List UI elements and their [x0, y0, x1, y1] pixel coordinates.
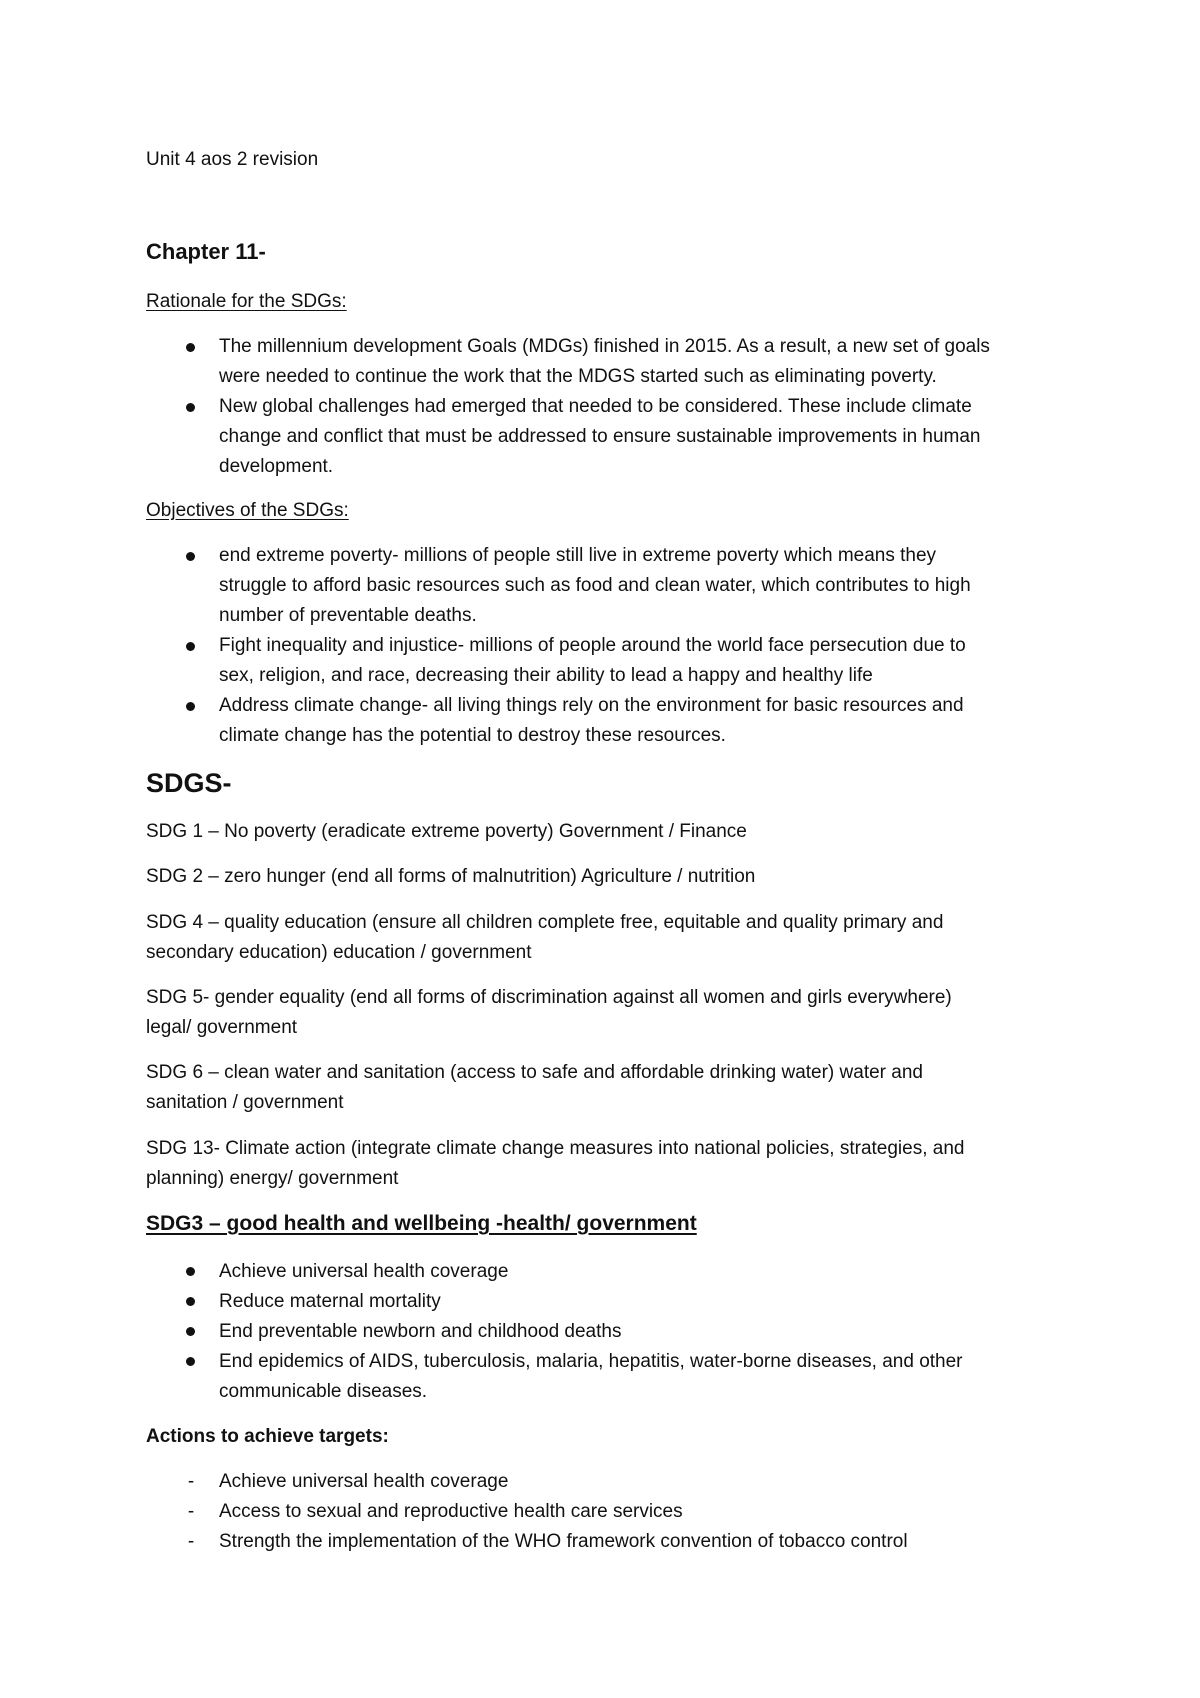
bullet-icon [186, 642, 195, 651]
sdg-paragraph: SDG 4 – quality education (ensure all children complete free, equitable and quality primary and secondary education) education / government [146, 912, 944, 963]
dash-bullet: - [187, 1501, 195, 1522]
rationale-heading: Rationale for the SDGs: [146, 291, 347, 312]
sdgs-heading: SDGS- [146, 768, 232, 798]
document-page: Unit 4 aos 2 revision Chapter 11- Rationale for the SDGs: The millennium development Goals (MDGs) finished in 2015. As a result, a new set of goals were needed to continue the work that the MDGS started such as eliminating poverty. New global challenges had emerged that needed to be considered. These include climate change and conflict that must be addressed to ensure sustainable improvements in human development. Objectives of the SDGs: end extreme poverty- millions of people still live in extreme poverty which means they struggle to afford basic resources such as food and clean water, which contributes to high number of preventable deaths. Fight inequality and injustice- millions of people around the world face persecution due to sex, religion, and race, decreasing their ability to lead a happy and healthy life Address climate change- all living things rely on the environment for basic resources and climate change has the potential to destroy these resources. SDGS- SDG 1 – No poverty (eradicate extreme poverty) Government / Finance SDG 2 – zero hunger (end all forms of malnutrition) Agriculture / nutrition SDG 4 – quality education (ensure all children complete free, equitable and quality primary and secondary education) education / government SDG 5- gender equality (end all forms of discrimination against all women and girls everywhere) legal/ government SDG 6 – clean water and sanitation (access to safe and affordable drinking water) water and sanitation / government SDG 13- Climate action (integrate climate change measures into national policies, strategies, and planning) energy/ government SDG3 – good health and wellbeing -health/ government Achieve universal health coverage Reduce maternal mortality End preventable newborn and childhood deaths End epidemics of AIDS, tuberculosis, malaria, hepatitis, water-borne diseases, and other communicable diseases. Actions to achieve targets: - Achieve universal health coverage - Access to sexual and reproductive health care services - Strength the implementation of the WHO framework convention of tobacco control [146, 0, 1066, 1698]
dash-bullet: - [187, 1531, 195, 1552]
bullet-icon [186, 1267, 195, 1276]
bullet-icon [186, 1327, 195, 1336]
sdg-paragraph: SDG 5- gender equality (end all forms of discrimination against all women and girls everywhere) legal/ government [146, 987, 952, 1038]
objectives-heading: Objectives of the SDGs: [146, 500, 349, 521]
bullet-icon [186, 1357, 195, 1366]
dash-bullet: - [187, 1471, 195, 1492]
bullet-icon [186, 702, 195, 711]
bullet-icon [186, 552, 195, 561]
sdg-paragraph: SDG 13- Climate action (integrate climate change measures into national policies, strategies, and planning) energy/ government [146, 1138, 965, 1189]
bullet-icon [186, 403, 195, 412]
sdg-paragraph: SDG 6 – clean water and sanitation (access to safe and affordable drinking water) water and sanitation / government [146, 1062, 923, 1113]
sdg-paragraph: SDG 2 – zero hunger (end all forms of malnutrition) Agriculture / nutrition [146, 866, 756, 887]
actions-heading: Actions to achieve targets: [146, 1426, 389, 1447]
document-title: Unit 4 aos 2 revision [146, 149, 319, 170]
sdg3-heading: SDG3 – good health and wellbeing -health/ government [146, 1212, 697, 1235]
bullet-icon [186, 1297, 195, 1306]
chapter-heading: Chapter 11- [146, 239, 266, 264]
bullet-icon [186, 343, 195, 352]
sdg-paragraph: SDG 1 – No poverty (eradicate extreme poverty) Government / Finance [146, 821, 747, 842]
